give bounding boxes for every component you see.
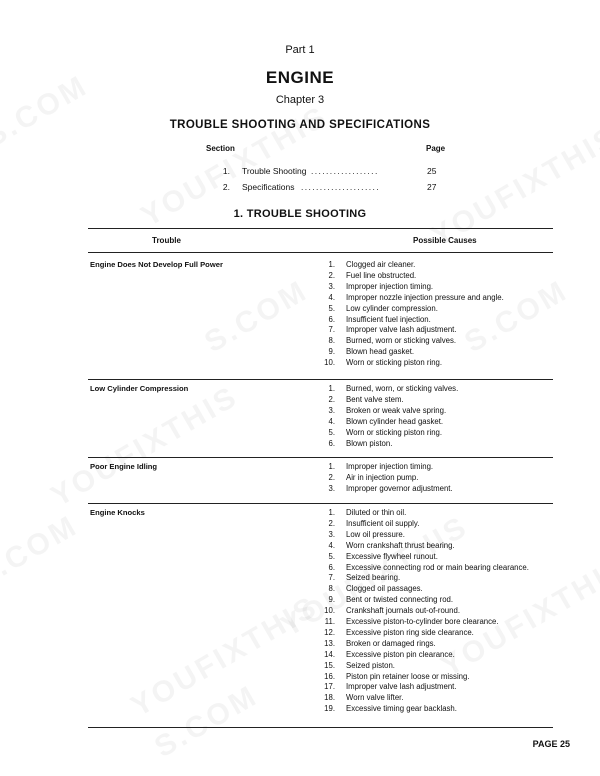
trouble-label: Engine Knocks — [90, 508, 145, 517]
cause-number: 1. — [328, 384, 335, 393]
cause-text: Diluted or thin oil. — [346, 508, 407, 517]
cause-item — [303, 541, 553, 552]
cause-text: Excessive piston pin clearance. — [346, 649, 455, 659]
cause-item — [303, 704, 553, 715]
cause-text: Excessive piston ring side clearance. — [346, 627, 474, 637]
cause-number: 14. — [324, 649, 335, 659]
cause-number: 2. — [328, 472, 335, 482]
cause-text: Improper valve lash adjustment. — [346, 325, 457, 335]
toc-leader: ..................... — [301, 182, 380, 192]
toc-page: 25 — [427, 166, 437, 176]
cause-item — [303, 639, 553, 650]
cause-item — [303, 293, 553, 304]
cause-item — [303, 417, 553, 428]
group-divider — [88, 503, 553, 504]
toc-section-header: Section — [206, 144, 235, 153]
cause-item — [303, 304, 553, 315]
cause-text: Insufficient fuel injection. — [346, 314, 431, 324]
cause-text: Excessive connecting rod or main bearing clearance. — [346, 562, 529, 572]
cause-number: 10. — [324, 358, 335, 368]
cause-item — [303, 530, 553, 541]
column-header-trouble: Trouble — [152, 236, 181, 245]
cause-item — [303, 563, 553, 574]
toc-title: Trouble Shooting — [242, 166, 307, 176]
toc-leader: .................. — [311, 166, 379, 176]
page-title: ENGINE — [265, 68, 335, 87]
cause-item — [303, 260, 553, 271]
cause-item — [303, 325, 553, 336]
cause-item — [303, 384, 553, 395]
cause-number: 1. — [328, 508, 335, 517]
cause-text: Bent or twisted connecting rod. — [346, 595, 454, 605]
cause-number: 4. — [328, 540, 335, 550]
cause-number: 11. — [324, 617, 335, 626]
cause-item — [303, 271, 553, 282]
cause-text: Improper injection timing. — [346, 462, 434, 471]
cause-item — [303, 682, 553, 693]
cause-text: Worn crankshaft thrust bearing. — [346, 540, 455, 550]
trouble-label: Poor Engine Idling — [90, 462, 158, 471]
cause-text: Clogged oil passages. — [346, 584, 423, 594]
chapter-subtitle: TROUBLE SHOOTING AND SPECIFICATIONS — [169, 119, 431, 131]
cause-text: Improper nozzle injection pressure and angle. — [346, 292, 504, 302]
cause-text: Worn or sticking piston ring. — [346, 358, 443, 368]
cause-text: Burned, worn, or sticking valves. — [346, 384, 459, 393]
cause-item — [303, 584, 553, 595]
cause-number: 1. — [328, 260, 335, 269]
cause-number: 3. — [328, 529, 335, 539]
cause-number: 2. — [328, 394, 335, 404]
cause-number: 4. — [328, 416, 335, 426]
cause-text: Blown cylinder head gasket. — [346, 416, 444, 426]
cause-text: Worn or sticking piston ring. — [346, 427, 443, 437]
cause-text: Crankshaft journals out-of-round. — [346, 606, 460, 616]
section-heading: 1. TROUBLE SHOOTING — [233, 208, 367, 220]
cause-text: Broken or damaged rings. — [346, 638, 436, 648]
cause-number: 8. — [328, 584, 335, 594]
cause-number: 5. — [328, 551, 335, 561]
cause-item — [303, 595, 553, 606]
cause-item — [303, 606, 553, 617]
watermark-text — [46, 380, 245, 514]
cause-number: 13. — [324, 638, 335, 648]
cause-number: 7. — [328, 573, 335, 583]
trouble-label: Low Cylinder Compression — [90, 384, 189, 393]
cause-number: 8. — [328, 336, 335, 346]
page-number: PAGE 25 — [532, 739, 570, 749]
cause-number: 9. — [328, 595, 335, 605]
cause-item — [303, 315, 553, 326]
cause-text: Improper governor adjustment. — [346, 483, 453, 493]
table-top-rule — [88, 228, 553, 229]
group-divider — [88, 727, 553, 728]
trouble-label: Engine Does Not Develop Full Power — [90, 260, 223, 269]
watermark-text — [426, 120, 600, 254]
cause-number: 3. — [328, 281, 335, 291]
cause-item — [303, 519, 553, 530]
cause-number: 5. — [328, 427, 335, 437]
toc-page-header: Page — [426, 144, 446, 153]
chapter-label: Chapter 3 — [275, 94, 325, 106]
cause-number: 18. — [324, 693, 335, 703]
cause-item — [303, 395, 553, 406]
watermark-text — [0, 509, 84, 595]
cause-item — [303, 439, 553, 450]
cause-item — [303, 484, 553, 495]
cause-item — [303, 628, 553, 639]
cause-number: 3. — [328, 405, 335, 415]
cause-item — [303, 650, 553, 661]
cause-item — [303, 573, 553, 584]
column-header-causes: Possible Causes — [413, 236, 477, 245]
cause-item — [303, 358, 553, 369]
cause-item — [303, 473, 553, 484]
cause-text: Broken or weak valve spring. — [346, 405, 447, 415]
cause-number: 3. — [328, 483, 335, 493]
cause-number: 9. — [328, 347, 335, 357]
cause-text: Fuel line obstructed. — [346, 270, 417, 280]
group-divider — [88, 457, 553, 458]
cause-text: Clogged air cleaner. — [346, 260, 416, 269]
cause-text: Burned, worn or sticking valves. — [346, 336, 457, 346]
watermark-text — [199, 274, 314, 360]
cause-text: Blown head gasket. — [346, 347, 415, 357]
cause-number: 10. — [324, 606, 335, 616]
cause-number: 5. — [328, 303, 335, 313]
cause-number: 15. — [324, 660, 335, 670]
cause-item — [303, 282, 553, 293]
cause-item — [303, 661, 553, 672]
cause-item — [303, 508, 553, 519]
cause-number: 7. — [328, 325, 335, 335]
cause-number: 12. — [324, 627, 335, 637]
cause-text: Low cylinder compression. — [346, 303, 438, 313]
part-label: Part 1 — [285, 44, 315, 56]
cause-number: 17. — [324, 682, 335, 692]
toc-title: Specifications — [242, 182, 295, 192]
cause-item — [303, 617, 553, 628]
cause-number: 16. — [324, 671, 335, 681]
cause-text: Blown piston. — [346, 438, 393, 448]
cause-text: Seized bearing. — [346, 573, 401, 583]
cause-item — [303, 462, 553, 473]
cause-text: Low oil pressure. — [346, 529, 405, 539]
cause-item — [303, 672, 553, 683]
cause-text: Insufficient oil supply. — [346, 518, 420, 528]
cause-number: 2. — [328, 270, 335, 280]
cause-number: 6. — [328, 314, 335, 324]
toc-number: 1. — [222, 166, 230, 176]
cause-number: 6. — [328, 438, 335, 448]
cause-text: Air in injection pump. — [346, 472, 419, 482]
cause-text: Bent valve stem. — [346, 394, 404, 404]
cause-item — [303, 552, 553, 563]
cause-text: Piston pin retainer loose or missing. — [346, 671, 470, 681]
header-rule — [88, 252, 553, 253]
cause-item — [303, 693, 553, 704]
cause-number: 6. — [328, 562, 335, 572]
cause-number: 4. — [328, 292, 335, 302]
toc-row[interactable] — [206, 166, 446, 178]
group-divider — [88, 379, 553, 380]
cause-text: Excessive timing gear backlash. — [346, 704, 457, 714]
toc-number: 2. — [222, 182, 230, 192]
cause-text: Improper injection timing. — [346, 281, 434, 291]
cause-text: Worn valve lifter. — [346, 693, 404, 703]
cause-text: Excessive piston-to-cylinder bore clearance. — [346, 617, 499, 626]
toc-row[interactable] — [206, 182, 446, 194]
cause-text: Seized piston. — [346, 660, 395, 670]
cause-text: Excessive flywheel runout. — [346, 551, 438, 561]
cause-number: 1. — [328, 462, 335, 471]
cause-item — [303, 406, 553, 417]
cause-item — [303, 347, 553, 358]
cause-item — [303, 428, 553, 439]
cause-item — [303, 336, 553, 347]
cause-text: Improper valve lash adjustment. — [346, 682, 457, 692]
toc-page: 27 — [427, 182, 437, 192]
cause-number: 19. — [324, 704, 335, 714]
cause-number: 2. — [328, 518, 335, 528]
